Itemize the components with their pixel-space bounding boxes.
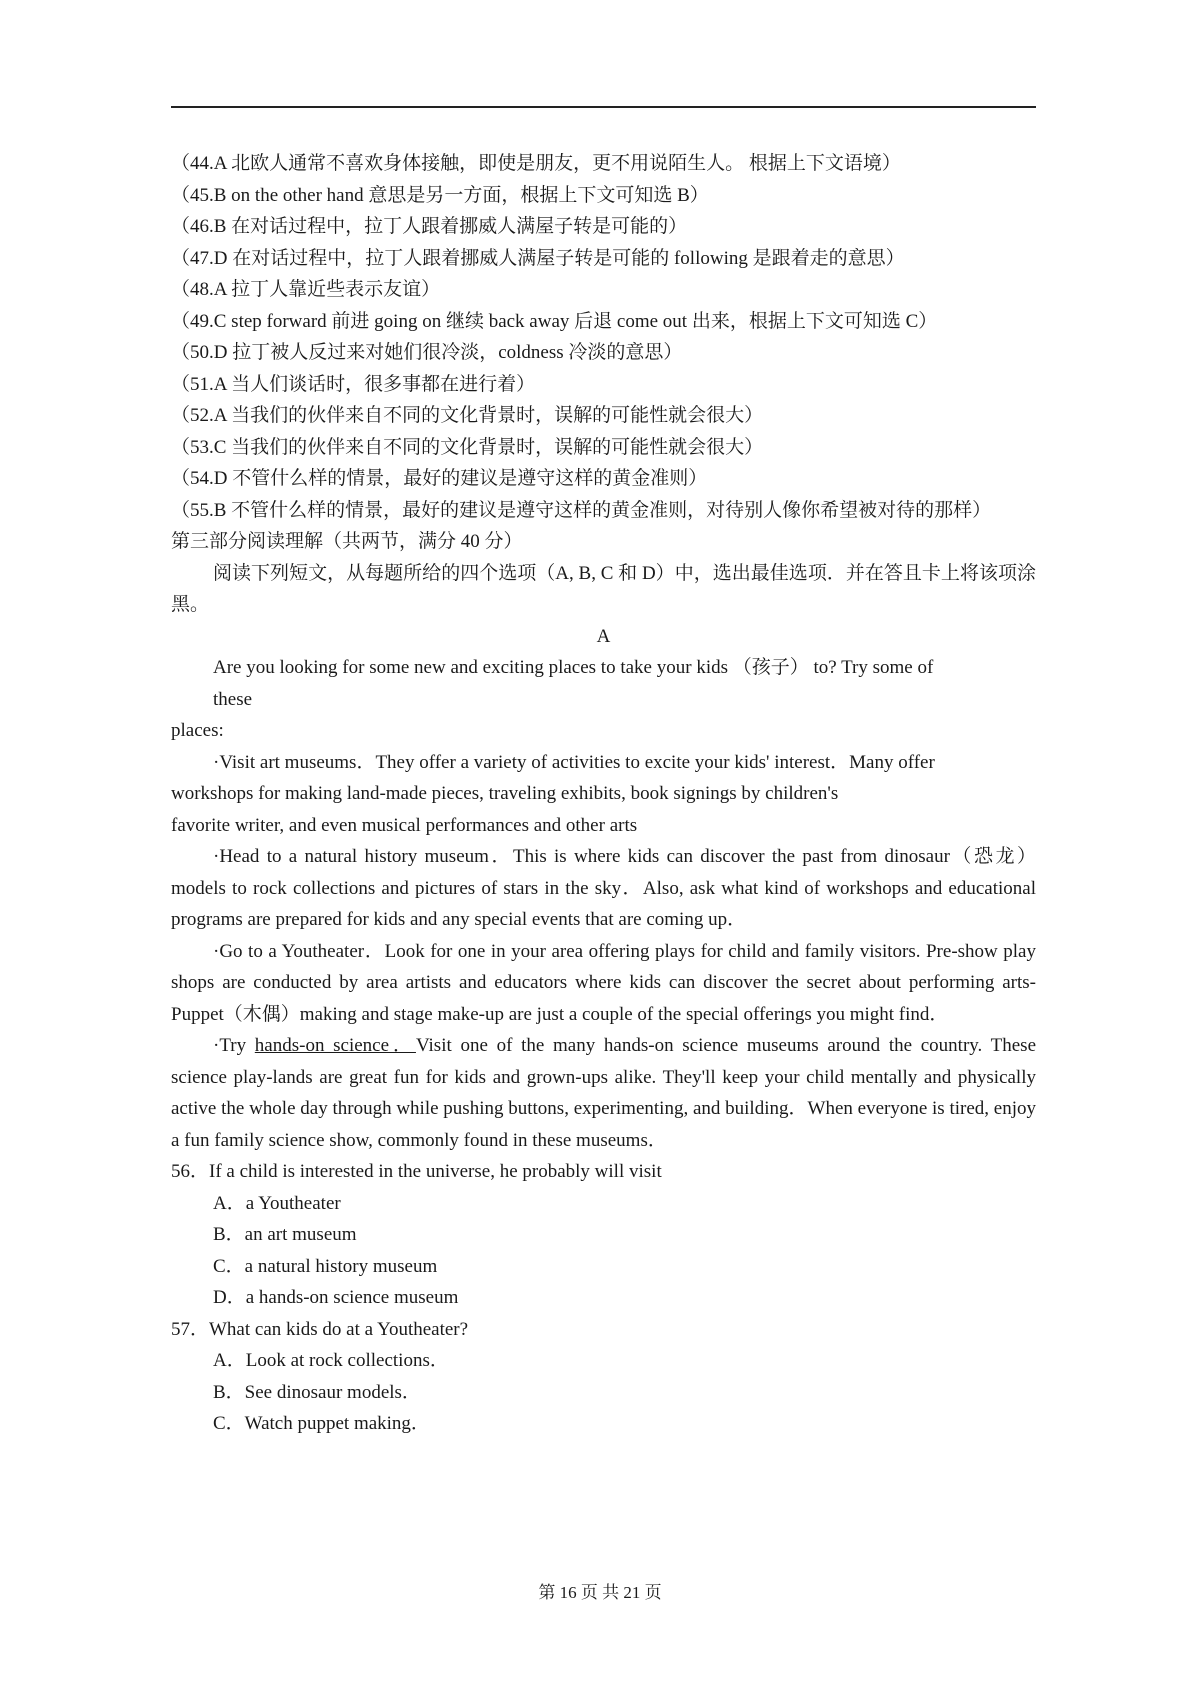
paragraph-natural-history: ·Head to a natural history museum．This is where kids can discover the past from dinosaur（恐龙） models to rock collections and pictures of stars in the sky．Also, ask what kind of workshops and educational programs are prepared for kids and any special events that are coming up．: [171, 846, 1036, 930]
q56-option-b: B．an art museum: [213, 1224, 357, 1245]
answer-52: （52.A 当我们的伙伴来自不同的文化背景时，误解的可能性就会很大）: [171, 405, 764, 426]
paragraph-youtheater: ·Go to a Youtheater．Look for one in your area offering plays for child and family visitors. Pre-show play shops are conducted by area artists and educators where kids can discover the secret about performing arts- Puppet（木偶）making and stage make-up are just a couple of the special offerings you might find．: [171, 940, 1036, 1025]
q56-option-d: D．a hands-on science museum: [213, 1287, 459, 1308]
p1-line-3: favorite writer, and even musical performances and other arts: [171, 814, 638, 836]
page-footer: 第 16 页 共 21 页: [538, 1583, 662, 1602]
q56-option-c: C．a natural history museum: [213, 1255, 438, 1277]
paragraph-hands-on-science: [171, 1030, 1036, 1156]
answer-46: （46.B 在对话过程中，拉丁人跟着挪威人满屋子转是可能的）: [171, 216, 688, 237]
p4-lead: ·Try: [213, 1035, 255, 1056]
q56-option-a: A．a Youtheater: [213, 1192, 341, 1214]
passage-label: A: [596, 625, 611, 647]
question-56-stem: 56．If a child is interested in the universe, he probably will visit: [171, 1161, 662, 1182]
answer-50: （50.D 拉丁被人反过来对她们很冷淡，coldness 冷淡的意思）: [171, 342, 683, 363]
page-content: [171, 148, 1036, 1440]
q57-option-c: C．Watch puppet making．: [213, 1413, 430, 1434]
answer-48: （48.A 拉丁人靠近些表示友谊）: [171, 279, 441, 300]
intro-line-3: places:: [171, 720, 224, 741]
question-57-stem: 57．What can kids do at a Youtheater?: [171, 1318, 469, 1340]
p1-line-1: ·Visit art museums．They offer a variety of activities to excite your kids' interest．Many offer: [213, 751, 935, 773]
answer-55: （55.B 不管什么样的情景，最好的建议是遵守这样的黄金准则，对待别人像你希望被对待的那样）: [171, 499, 992, 521]
answer-45: （45.B on the other hand 意思是另一方面，根据上下文可知选 B）: [171, 184, 709, 206]
p4-underlined-term: hands-on science．: [254, 1035, 416, 1056]
p4-rest: Visit one of the many hands-on science museums around the country. These science play-lands are great fun for kids and grown-ups alike. They'll keep your child mentally and physically active the whole day through while pushing buttons, experimenting, and building．When everyone is tired, enjoy a fun family science show, commonly found in these museums．: [171, 1035, 1037, 1151]
header-rule: [171, 106, 1036, 108]
instruction: 阅读下列短文，从每题所给的四个选项（A, B, C 和 D）中，选出最佳选项．并在答且卡上将该项涂黑。: [171, 562, 1036, 615]
answer-49: （49.C step forward 前进 going on 继续 back away 后退 come out 出来，根据上下文可知选 C）: [171, 310, 938, 332]
intro-line-2: these: [213, 688, 253, 710]
answer-47: （47.D 在对话过程中，拉丁人跟着挪威人满屋子转是可能的 following 是跟着走的意思）: [171, 247, 905, 269]
intro-line-1: Are you looking for some new and exciting places to take your kids （孩子） to? Try some of: [213, 657, 934, 678]
answer-44: （44.A 北欧人通常不喜欢身体接触，即使是朋友，更不用说陌生人。 根据上下文语境）: [171, 153, 901, 174]
answer-51: （51.A 当人们谈话时，很多事都在进行着）: [171, 373, 536, 395]
answer-54: （54.D 不管什么样的情景，最好的建议是遵守这样的黄金准则）: [171, 468, 708, 489]
section-heading: 第三部分阅读理解（共两节，满分 40 分）: [171, 531, 523, 552]
p1-line-2: workshops for making land-made pieces, traveling exhibits, book signings by children's: [171, 783, 839, 804]
q57-option-a: A．Look at rock collections．: [213, 1350, 449, 1371]
q57-option-b: B．See dinosaur models．: [213, 1381, 421, 1403]
answer-53: （53.C 当我们的伙伴来自不同的文化背景时，误解的可能性就会很大）: [171, 436, 764, 458]
